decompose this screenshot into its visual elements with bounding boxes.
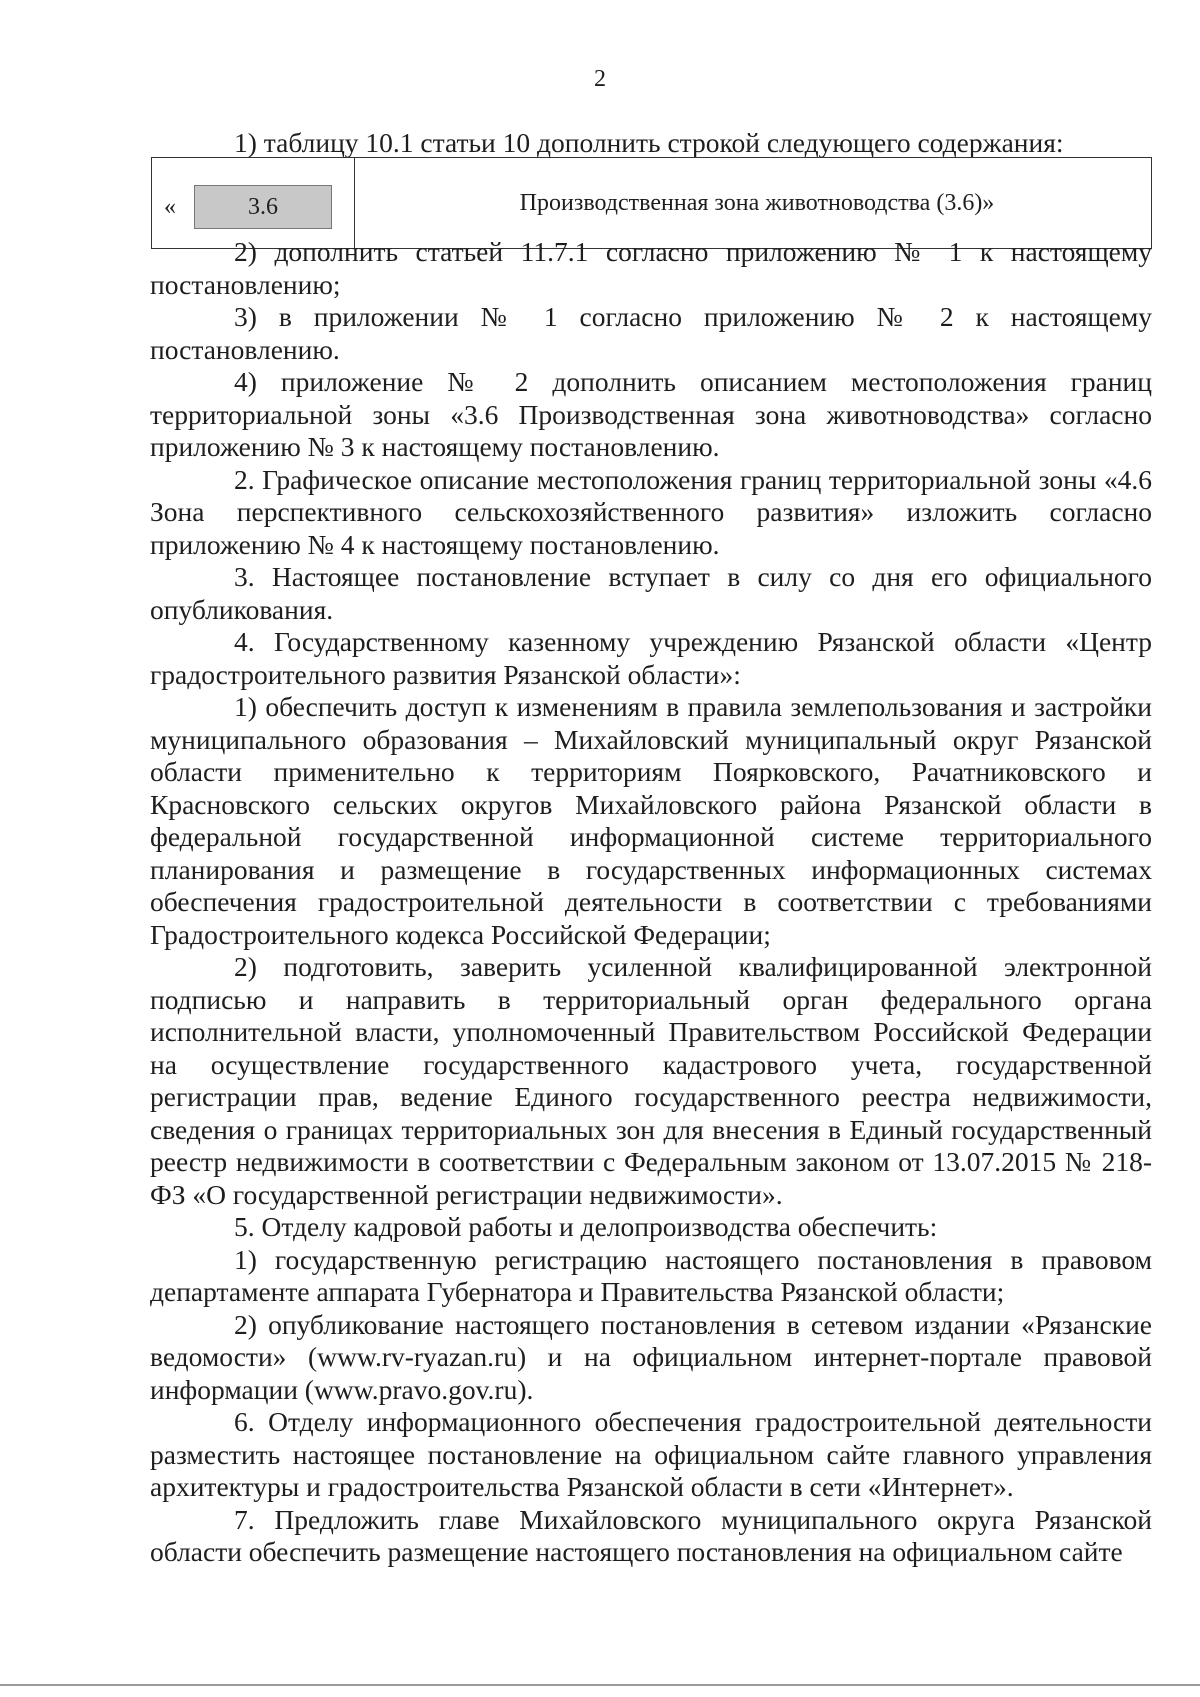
paragraph: 3) в приложении № 1 согласно приложению № 2 к настоящему постановлению. [150, 301, 1152, 365]
paragraph: 2) подготовить, заверить усиленной квалифицированной электронной подписью и направить в территориальный орган федерального органа исполнительной власти, уполномоченный Правительством Российской Федерации на осуществление государственного кадастрового учета, государственной регистрации прав, ведение Единого государственного реестра недвижимости, сведения о границах территориальных зон для внесения в Единый государственный реестр недвижимости в соответствии с Федеральным законом от 13.07.2015 № 218-ФЗ «О государственной регистрации недвижимости». [150, 951, 1152, 1210]
page-number: 2 [594, 66, 606, 92]
zone-code: 3.6 [194, 185, 332, 229]
intro-line: 1) таблицу 10.1 статьи 10 дополнить строкой следующего содержания: [234, 127, 1064, 158]
paragraph: 4) приложение № 2 дополнить описанием местоположения границ территориальной зоны «3.6 Производственная зона животноводства» согласно приложению № 3 к настоящему постановлению. [150, 366, 1152, 462]
paragraph: 2) опубликование настоящего постановления в сетевом издании «Рязанские ведомости» (www.rv-ryazan.ru) и на официальном интернет-портале правовой информации (www.pravo.gov.ru). [150, 1308, 1152, 1405]
paragraph: 2) дополнить статьей 11.7.1 согласно приложению № 1 к настоящему постановлению; [150, 236, 1152, 300]
paragraph: 2. Графическое описание местоположения границ территориальной зоны «4.6 Зона перспективного сельскохозяйственного развития» изложить согласно приложению № 4 к настоящему постановлению. [150, 463, 1152, 560]
scan-edge-line [0, 1684, 1200, 1686]
opening-quote: « [164, 194, 176, 220]
paragraph: 1) государственную регистрацию настоящего постановления в правовом департаменте аппарата Губернатора и Правительства Рязанской области; [150, 1243, 1152, 1307]
zone-description-cell [355, 158, 1151, 248]
paragraph: 7. Предложить главе Михайловского муниципального округа Рязанской области обеспечить размещение настоящего постановления на официальном сайте [150, 1503, 1152, 1567]
paragraph: 1) обеспечить доступ к изменениям в правила землепользования и застройки муниципального образования – Михайловский муниципальный округ Рязанской области применительно к территориям Поярковского, Рачатниковского и Красновского сельских округов Михайловского района Рязанской области в федеральной государственной информационной системе территориального планирования и размещение в государственных информационных системах обеспечения градостроительной деятельности в соответствии с требованиями Градостроительного кодекса Российской Федерации; [150, 691, 1152, 950]
paragraph: 3. Настоящее постановление вступает в силу со дня его официального опубликования. [150, 561, 1152, 625]
paragraph: 4. Государственному казенному учреждению Рязанской области «Центр градостроительного развития Рязанской области»: [150, 626, 1152, 690]
body-text [150, 236, 1152, 1569]
paragraph: 6. Отделу информационного обеспечения градостроительной деятельности разместить настоящее постановление на официальном сайте главного управления архитектуры и градостроительства Рязанской области в сети «Интернет». [150, 1406, 1152, 1502]
zone-code-cell [152, 158, 355, 248]
zone-description: Производственная зона животноводства (3.6)» [519, 189, 995, 216]
paragraph: 5. Отделу кадровой работы и делопроизводства обеспечить: [234, 1211, 938, 1242]
